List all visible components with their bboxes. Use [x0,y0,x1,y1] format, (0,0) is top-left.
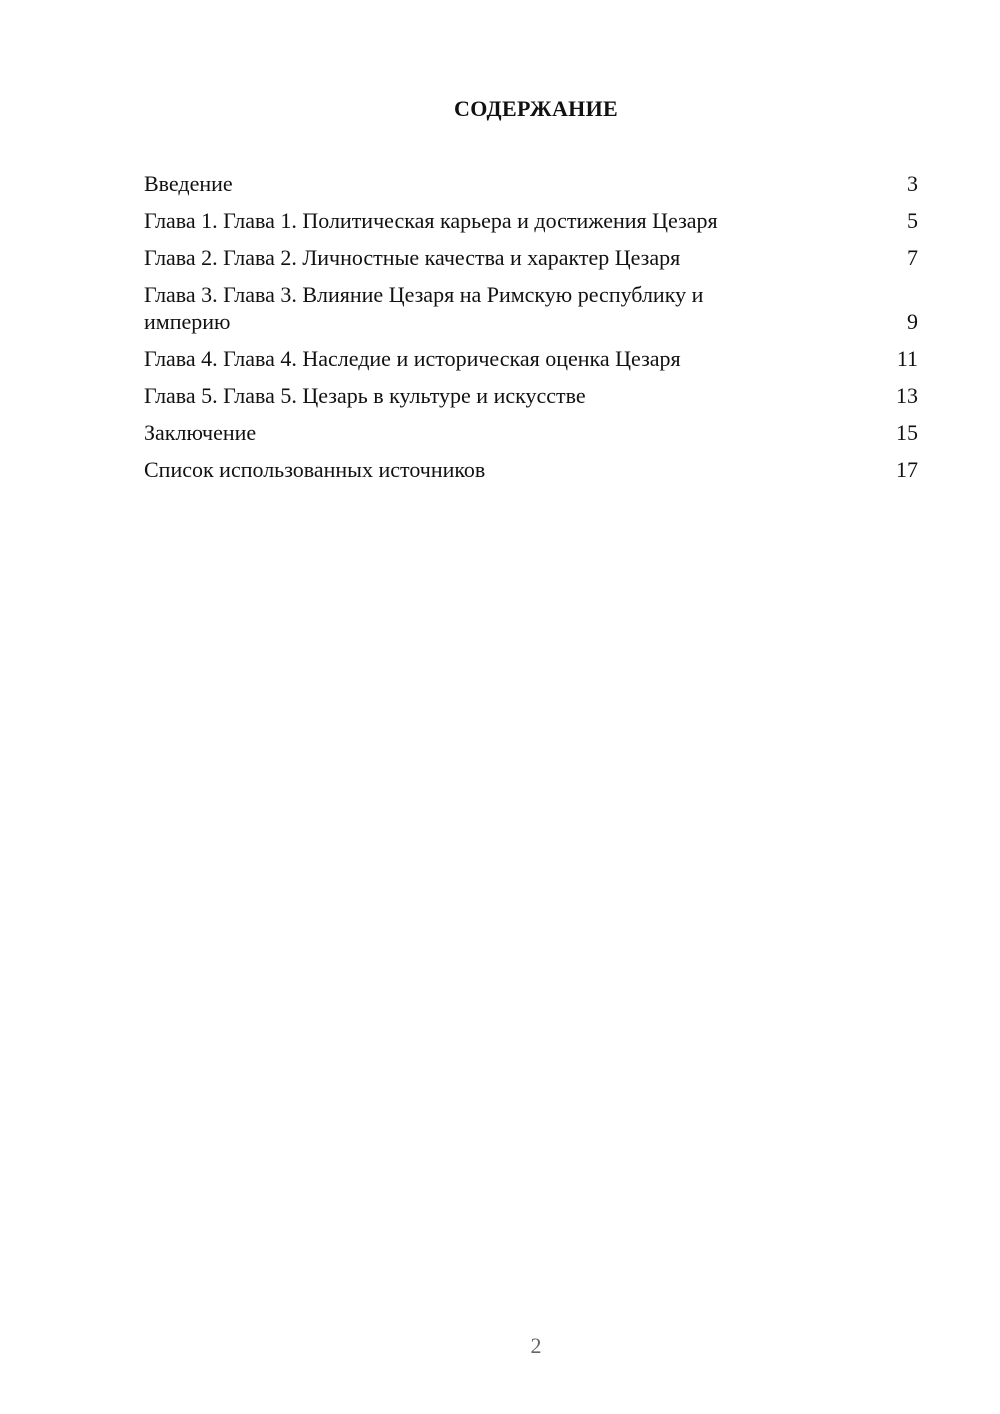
toc-entry-text: Глава 4. Глава 4. Наследие и историческая оценка Цезаря [144,346,681,371]
toc-entry-introduction[interactable] [144,170,918,197]
toc-title: СОДЕРЖАНИЕ [454,96,618,121]
toc-entry-page: 3 [907,171,918,196]
toc-entry-page: 5 [907,208,918,233]
toc-entry-text: Список использованных источников [144,457,486,482]
page-number: 2 [530,1333,542,1358]
toc-entry-chapter-2[interactable] [144,244,918,271]
toc-entry-page: 17 [896,457,918,482]
toc-entry-chapter-4[interactable] [144,345,918,372]
toc-entry-page: 13 [896,383,918,408]
toc-entry-text: Введение [144,171,233,196]
toc-entry-references[interactable] [144,456,918,483]
toc-entry-text: Глава 2. Глава 2. Личностные качества и характер Цезаря [144,245,681,270]
toc-entry-text: Глава 1. Глава 1. Политическая карьера и достижения Цезаря [144,208,718,233]
toc-entry-conclusion[interactable] [144,419,918,446]
toc-entry-chapter-5[interactable] [144,382,918,409]
toc-entry-page: 9 [907,309,918,334]
table-of-contents [144,170,918,493]
toc-entry-page: 11 [896,346,918,371]
toc-entry-chapter-1[interactable] [144,207,918,234]
toc-entry-page: 7 [907,245,918,270]
toc-entry-text: Глава 3. Глава 3. Влияние Цезаря на Римскую республику и империю [144,282,704,334]
toc-entry-text: Заключение [144,420,257,445]
toc-entry-chapter-3[interactable] [144,281,918,335]
toc-entry-page: 15 [896,420,918,445]
toc-entry-text: Глава 5. Глава 5. Цезарь в культуре и искусстве [144,383,586,408]
